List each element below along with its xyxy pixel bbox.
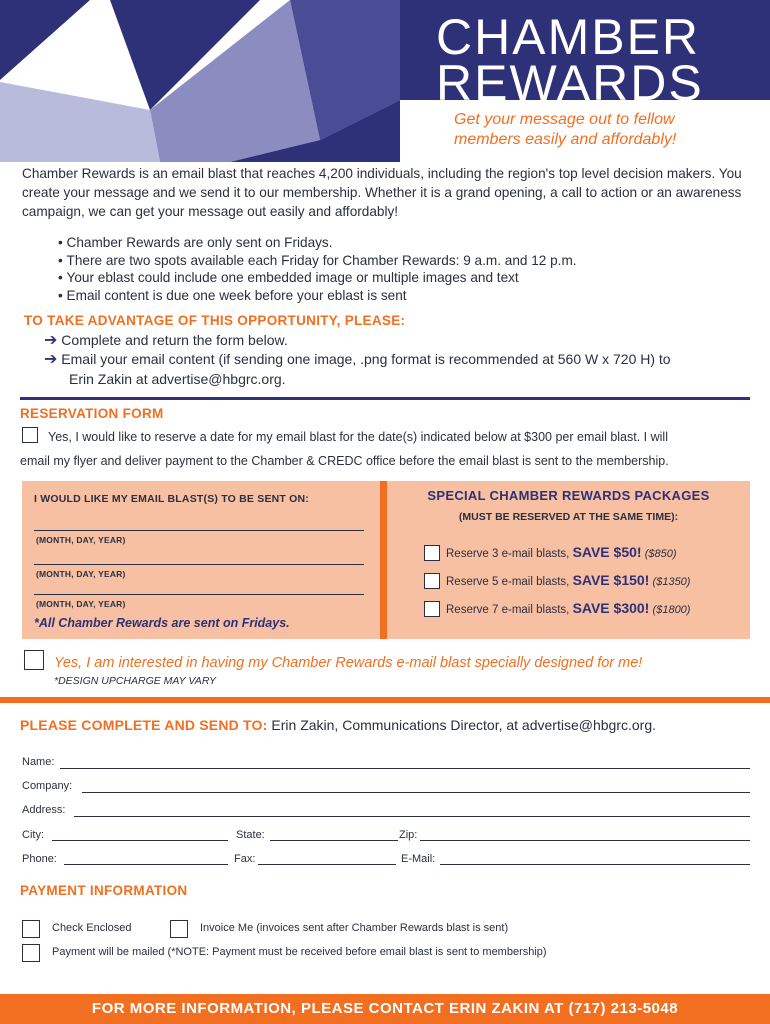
package-label: Reserve 5 e-mail blasts, bbox=[446, 576, 570, 588]
package-5 bbox=[446, 572, 690, 588]
zip-label: Zip: bbox=[399, 829, 418, 841]
payment-mailed-checkbox[interactable] bbox=[22, 944, 40, 962]
banner-triangle bbox=[0, 0, 90, 80]
step-2-text-cont: Erin Zakin at advertise@hbgrc.org. bbox=[69, 371, 286, 387]
email-label: E-Mail: bbox=[401, 853, 436, 865]
fax-label: Fax: bbox=[234, 853, 256, 865]
city-label: City: bbox=[22, 829, 44, 841]
panel-divider bbox=[380, 481, 387, 639]
package-label: Reserve 3 e-mail blasts, bbox=[446, 548, 570, 560]
check-enclosed-label: Check Enclosed bbox=[52, 922, 132, 934]
company-label: Company: bbox=[22, 780, 73, 792]
tagline-line-2: members easily and affordably! bbox=[454, 131, 677, 148]
banner-triangle bbox=[0, 82, 160, 162]
design-note: *DESIGN UPCHARGE MAY VARY bbox=[54, 675, 217, 687]
name-field[interactable] bbox=[60, 768, 750, 769]
step-1 bbox=[44, 331, 288, 350]
send-to-line bbox=[20, 717, 656, 733]
phone-label: Phone: bbox=[22, 853, 57, 865]
intro-paragraph: Chamber Rewards is an email blast that reaches 4,200 individuals, including the region's top level decision makers. You create your message and we send it to our membership. Whether it is a grand opening, a call to action or an awareness campaign, we can get your message out easily and affordably! bbox=[22, 166, 742, 219]
package-savings: SAVE $150! bbox=[572, 572, 650, 588]
benefit-item: • Chamber Rewards are only sent on Fridays. bbox=[58, 234, 577, 252]
step-1-text: Complete and return the form below. bbox=[61, 332, 288, 348]
benefit-item: • Your eblast could include one embedded image or multiple images and text bbox=[58, 269, 577, 287]
reserve-agreement-line-2: email my flyer and deliver payment to the Chamber & CREDC office before the email blast is sent to the membership. bbox=[20, 454, 669, 468]
zip-field[interactable] bbox=[420, 840, 750, 841]
date-caption: (MONTH, DAY, YEAR) bbox=[36, 569, 126, 579]
check-enclosed-checkbox[interactable] bbox=[22, 920, 40, 938]
package-7 bbox=[446, 600, 690, 616]
invoice-me-checkbox[interactable] bbox=[170, 920, 188, 938]
benefit-list bbox=[58, 234, 577, 304]
send-to-heading: PLEASE COMPLETE AND SEND TO: bbox=[20, 717, 268, 733]
banner-white-strip bbox=[400, 100, 430, 162]
arrow-right-icon: ➔ bbox=[44, 332, 58, 349]
footer-contact-bar: FOR MORE INFORMATION, PLEASE CONTACT ERIN ZAKIN AT (717) 213-5048 bbox=[0, 994, 770, 1024]
benefit-item: • There are two spots available each Friday for Chamber Rewards: 9 a.m. and 12 p.m. bbox=[58, 252, 577, 270]
title-line-1: CHAMBER bbox=[436, 9, 701, 65]
city-field[interactable] bbox=[52, 840, 228, 841]
date-field-1[interactable] bbox=[34, 530, 364, 531]
date-caption: (MONTH, DAY, YEAR) bbox=[36, 599, 126, 609]
benefit-item: • Email content is due one week before your eblast is sent bbox=[58, 287, 577, 305]
design-checkbox[interactable] bbox=[24, 650, 44, 670]
arrow-right-icon: ➔ bbox=[44, 351, 58, 368]
title-line-2: REWARDS bbox=[436, 55, 704, 111]
fax-field[interactable] bbox=[258, 864, 396, 865]
package-5-checkbox[interactable] bbox=[424, 573, 440, 589]
payment-heading: PAYMENT INFORMATION bbox=[20, 883, 188, 898]
date-field-3[interactable] bbox=[34, 594, 364, 595]
email-field[interactable] bbox=[440, 864, 750, 865]
design-option: Yes, I am interested in having my Chamber Rewards e-mail blast specially designed for me! bbox=[54, 655, 643, 671]
phone-field[interactable] bbox=[64, 864, 228, 865]
invoice-me-label: Invoice Me (invoices sent after Chamber Rewards blast is sent) bbox=[200, 922, 509, 934]
package-3-checkbox[interactable] bbox=[424, 545, 440, 561]
package-price: ($1800) bbox=[652, 604, 691, 616]
name-label: Name: bbox=[22, 756, 55, 768]
payment-mailed-label: Payment will be mailed (*NOTE: Payment must be received before email blast is sent to membership) bbox=[52, 946, 547, 958]
package-label: Reserve 7 e-mail blasts, bbox=[446, 604, 570, 616]
reserve-agreement-line-1: Yes, I would like to reserve a date for my email blast for the date(s) indicated below at $300 per email blast. I will bbox=[48, 430, 668, 444]
opportunity-heading: TO TAKE ADVANTAGE OF THIS OPPORTUNITY, PLEASE: bbox=[24, 313, 406, 328]
package-price: ($1350) bbox=[652, 576, 691, 588]
reservation-heading: RESERVATION FORM bbox=[20, 406, 164, 421]
address-label: Address: bbox=[22, 804, 66, 816]
date-field-2[interactable] bbox=[34, 564, 364, 565]
step-2 bbox=[44, 350, 671, 369]
package-savings: SAVE $50! bbox=[572, 544, 642, 560]
state-label: State: bbox=[236, 829, 265, 841]
orange-divider bbox=[0, 697, 770, 703]
package-3 bbox=[446, 544, 677, 560]
dates-heading: I WOULD LIKE MY EMAIL BLAST(S) TO BE SENT ON: bbox=[34, 493, 310, 505]
step-2-text: Email your email content (if sending one image, .png format is recommended at 560 W x 720 H) to bbox=[61, 351, 671, 367]
send-to-text: Erin Zakin, Communications Director, at advertise@hbgrc.org. bbox=[271, 717, 656, 733]
date-caption: (MONTH, DAY, YEAR) bbox=[36, 535, 126, 545]
address-field[interactable] bbox=[74, 816, 750, 817]
package-savings: SAVE $300! bbox=[572, 600, 650, 616]
company-field[interactable] bbox=[82, 792, 750, 793]
package-price: ($850) bbox=[644, 548, 677, 560]
fridays-note: *All Chamber Rewards are sent on Fridays. bbox=[34, 616, 290, 630]
tagline-line-1: Get your message out to fellow bbox=[454, 111, 675, 128]
state-field[interactable] bbox=[270, 840, 398, 841]
package-7-checkbox[interactable] bbox=[424, 601, 440, 617]
packages-subheading: (MUST BE RESERVED AT THE SAME TIME): bbox=[458, 511, 679, 523]
section-divider bbox=[20, 397, 750, 400]
packages-heading: SPECIAL CHAMBER REWARDS PACKAGES bbox=[427, 488, 710, 503]
reserve-checkbox[interactable] bbox=[22, 427, 38, 443]
